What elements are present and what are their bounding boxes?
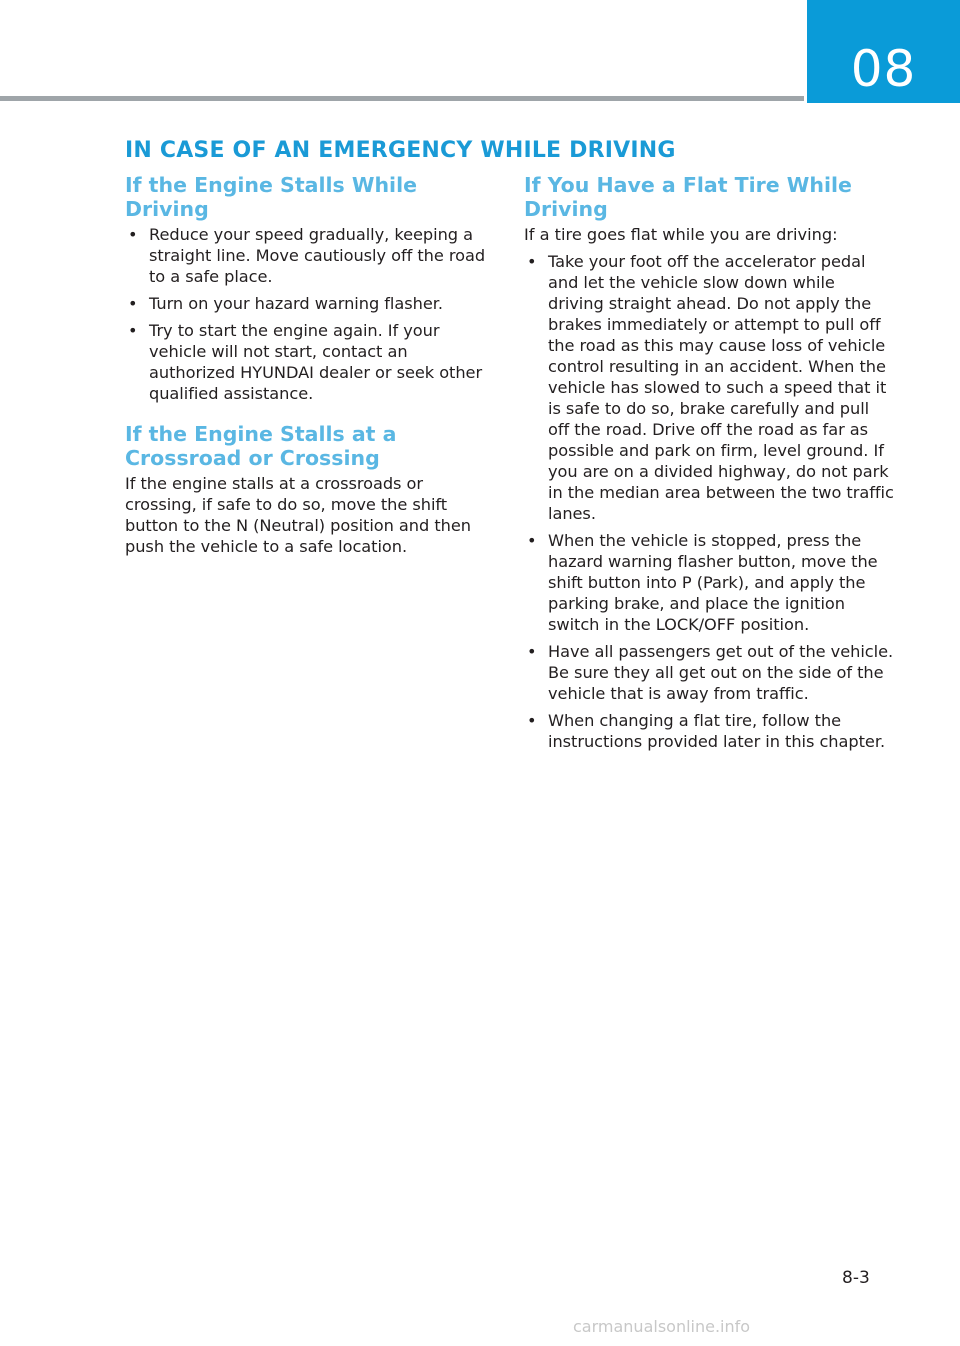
header-rule xyxy=(0,96,804,101)
flat-tire-bullet-list xyxy=(524,251,894,752)
engine-stalls-bullet-list xyxy=(125,224,490,404)
list-item: • Reduce your speed gradually, keeping a straight line. Move cautiously off the road to a safe place. xyxy=(128,225,486,286)
heading-engine-stalls-crossroad: If the Engine Stalls at a Crossroad or Crossing xyxy=(125,422,397,470)
section-title: IN CASE OF AN EMERGENCY WHILE DRIVING xyxy=(125,138,676,163)
bullet-icon: • xyxy=(527,711,537,730)
bullet-icon: • xyxy=(128,294,138,313)
list-item: • Take your foot off the accelerator pedal and let the vehicle slow down while driving straight ahead. Do not apply the brakes immediately or attempt to pull off the road as this may cause loss of vehicle control resulting in an accident. When the vehicle has slowed to such a speed that it is safe to do so, brake carefully and pull off the road. Drive off the road as far as possible and park on firm, level ground. If you are on a divided highway, do not park in the median area between the two traffic lanes. xyxy=(527,252,894,523)
bullet-icon: • xyxy=(527,642,537,661)
list-item: • Have all passengers get out of the vehicle. Be sure they all get out on the side of the vehicle that is away from traffic. xyxy=(527,642,894,703)
right-column xyxy=(524,173,894,758)
list-item: • Try to start the engine again. If your vehicle will not start, contact an authorized HYUNDAI dealer or seek other qualified assistance. xyxy=(128,321,483,403)
list-item: • When changing a flat tire, follow the instructions provided later in this chapter. xyxy=(527,711,886,751)
chapter-tab: 08 xyxy=(807,0,960,103)
heading-flat-tire: If You Have a Flat Tire While Driving xyxy=(524,173,852,221)
page-number: 8-3 xyxy=(842,1268,870,1288)
list-item: • When the vehicle is stopped, press the hazard warning flasher button, move the shift button into P (Park), and apply the parking brake, and place the ignition switch in the LOCK/OFF position. xyxy=(527,531,878,634)
watermark: carmanualsonline.info xyxy=(573,1317,751,1336)
bullet-icon: • xyxy=(527,252,537,271)
bullet-icon: • xyxy=(527,531,537,550)
list-item: • Turn on your hazard warning flasher. xyxy=(128,294,443,313)
heading-engine-stalls-driving: If the Engine Stalls While Driving xyxy=(125,173,418,221)
crossroad-paragraph: If the engine stalls at a crossroads or crossing, if safe to do so, move the shift button to the N (Neutral) position and then push the vehicle to a safe location. xyxy=(125,474,471,556)
left-column xyxy=(125,173,490,557)
flat-tire-intro: If a tire goes flat while you are driving: xyxy=(524,225,838,244)
bullet-icon: • xyxy=(128,225,138,244)
bullet-icon: • xyxy=(128,321,138,340)
